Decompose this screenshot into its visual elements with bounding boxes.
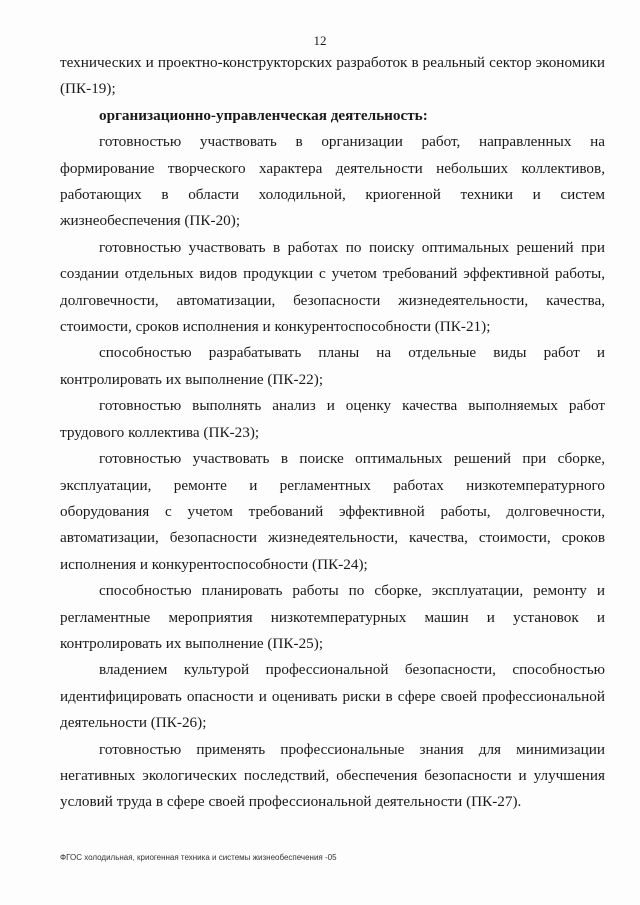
paragraph-pk-20: готовностью участвовать в организации работ, направленных на формирование творческого характера деятельности небольших коллективов, работающих в области холодильной, криогенной техники и систем жизнеобеспечения (ПК-20); — [60, 133, 605, 230]
paragraph-pk-25: способностью планировать работы по сборке, эксплуатации, ремонту и регламентные мероприятия низкотемпературных машин и установок и контролировать их выполнение (ПК-25); — [60, 582, 605, 652]
paragraph-pk-21: готовностью участвовать в работах по поиску оптимальных решений при создании отдельных видов продукции с учетом требований эффективной работы, долговечности, автоматизации, безопасности жизнедеятельности, качества, стоимости, сроков исполнения и конкурентоспособности (ПК-21); — [60, 238, 605, 336]
document-body — [60, 50, 605, 816]
page-number: 12 — [313, 33, 327, 48]
paragraph-pk-26: владением культурой профессиональной безопасности, способностью идентифицировать опасности и оценивать риски в сфере своей профессиональной деятельности (ПК-26); — [60, 661, 605, 732]
page-footer: ФГОС холодильная, криогенная техника и системы жизнеобеспечения -05 — [60, 853, 337, 862]
paragraph-continuation: технических и проектно-конструкторских разработок в реальный сектор экономики (ПК-19); — [60, 54, 605, 98]
paragraph-pk-24: готовностью участвовать в поиске оптимальных решений при сборке, эксплуатации, ремонте и регламентных работах низкотемпературного оборудования с учетом требований эффективной работы, долговечности, автоматизации, безопасности жизнедеятельности, качества, стоимости, сроков исполнения и конкурентоспособности (ПК-24); — [60, 450, 605, 573]
paragraph-pk-23: готовностью выполнять анализ и оценку качества выполняемых работ трудового коллектива (ПК-23); — [60, 397, 605, 441]
paragraph-pk-27: готовностью применять профессиональные знания для минимизации негативных экологических последствий, обеспечения безопасности и улучшения условий труда в сфере своей профессиональной деятельности (ПК-27). — [60, 740, 605, 811]
section-heading: организационно-управленческая деятельность: — [99, 106, 428, 124]
paragraph-pk-22: способностью разрабатывать планы на отдельные виды работ и контролировать их выполнение (ПК-22); — [60, 344, 605, 388]
